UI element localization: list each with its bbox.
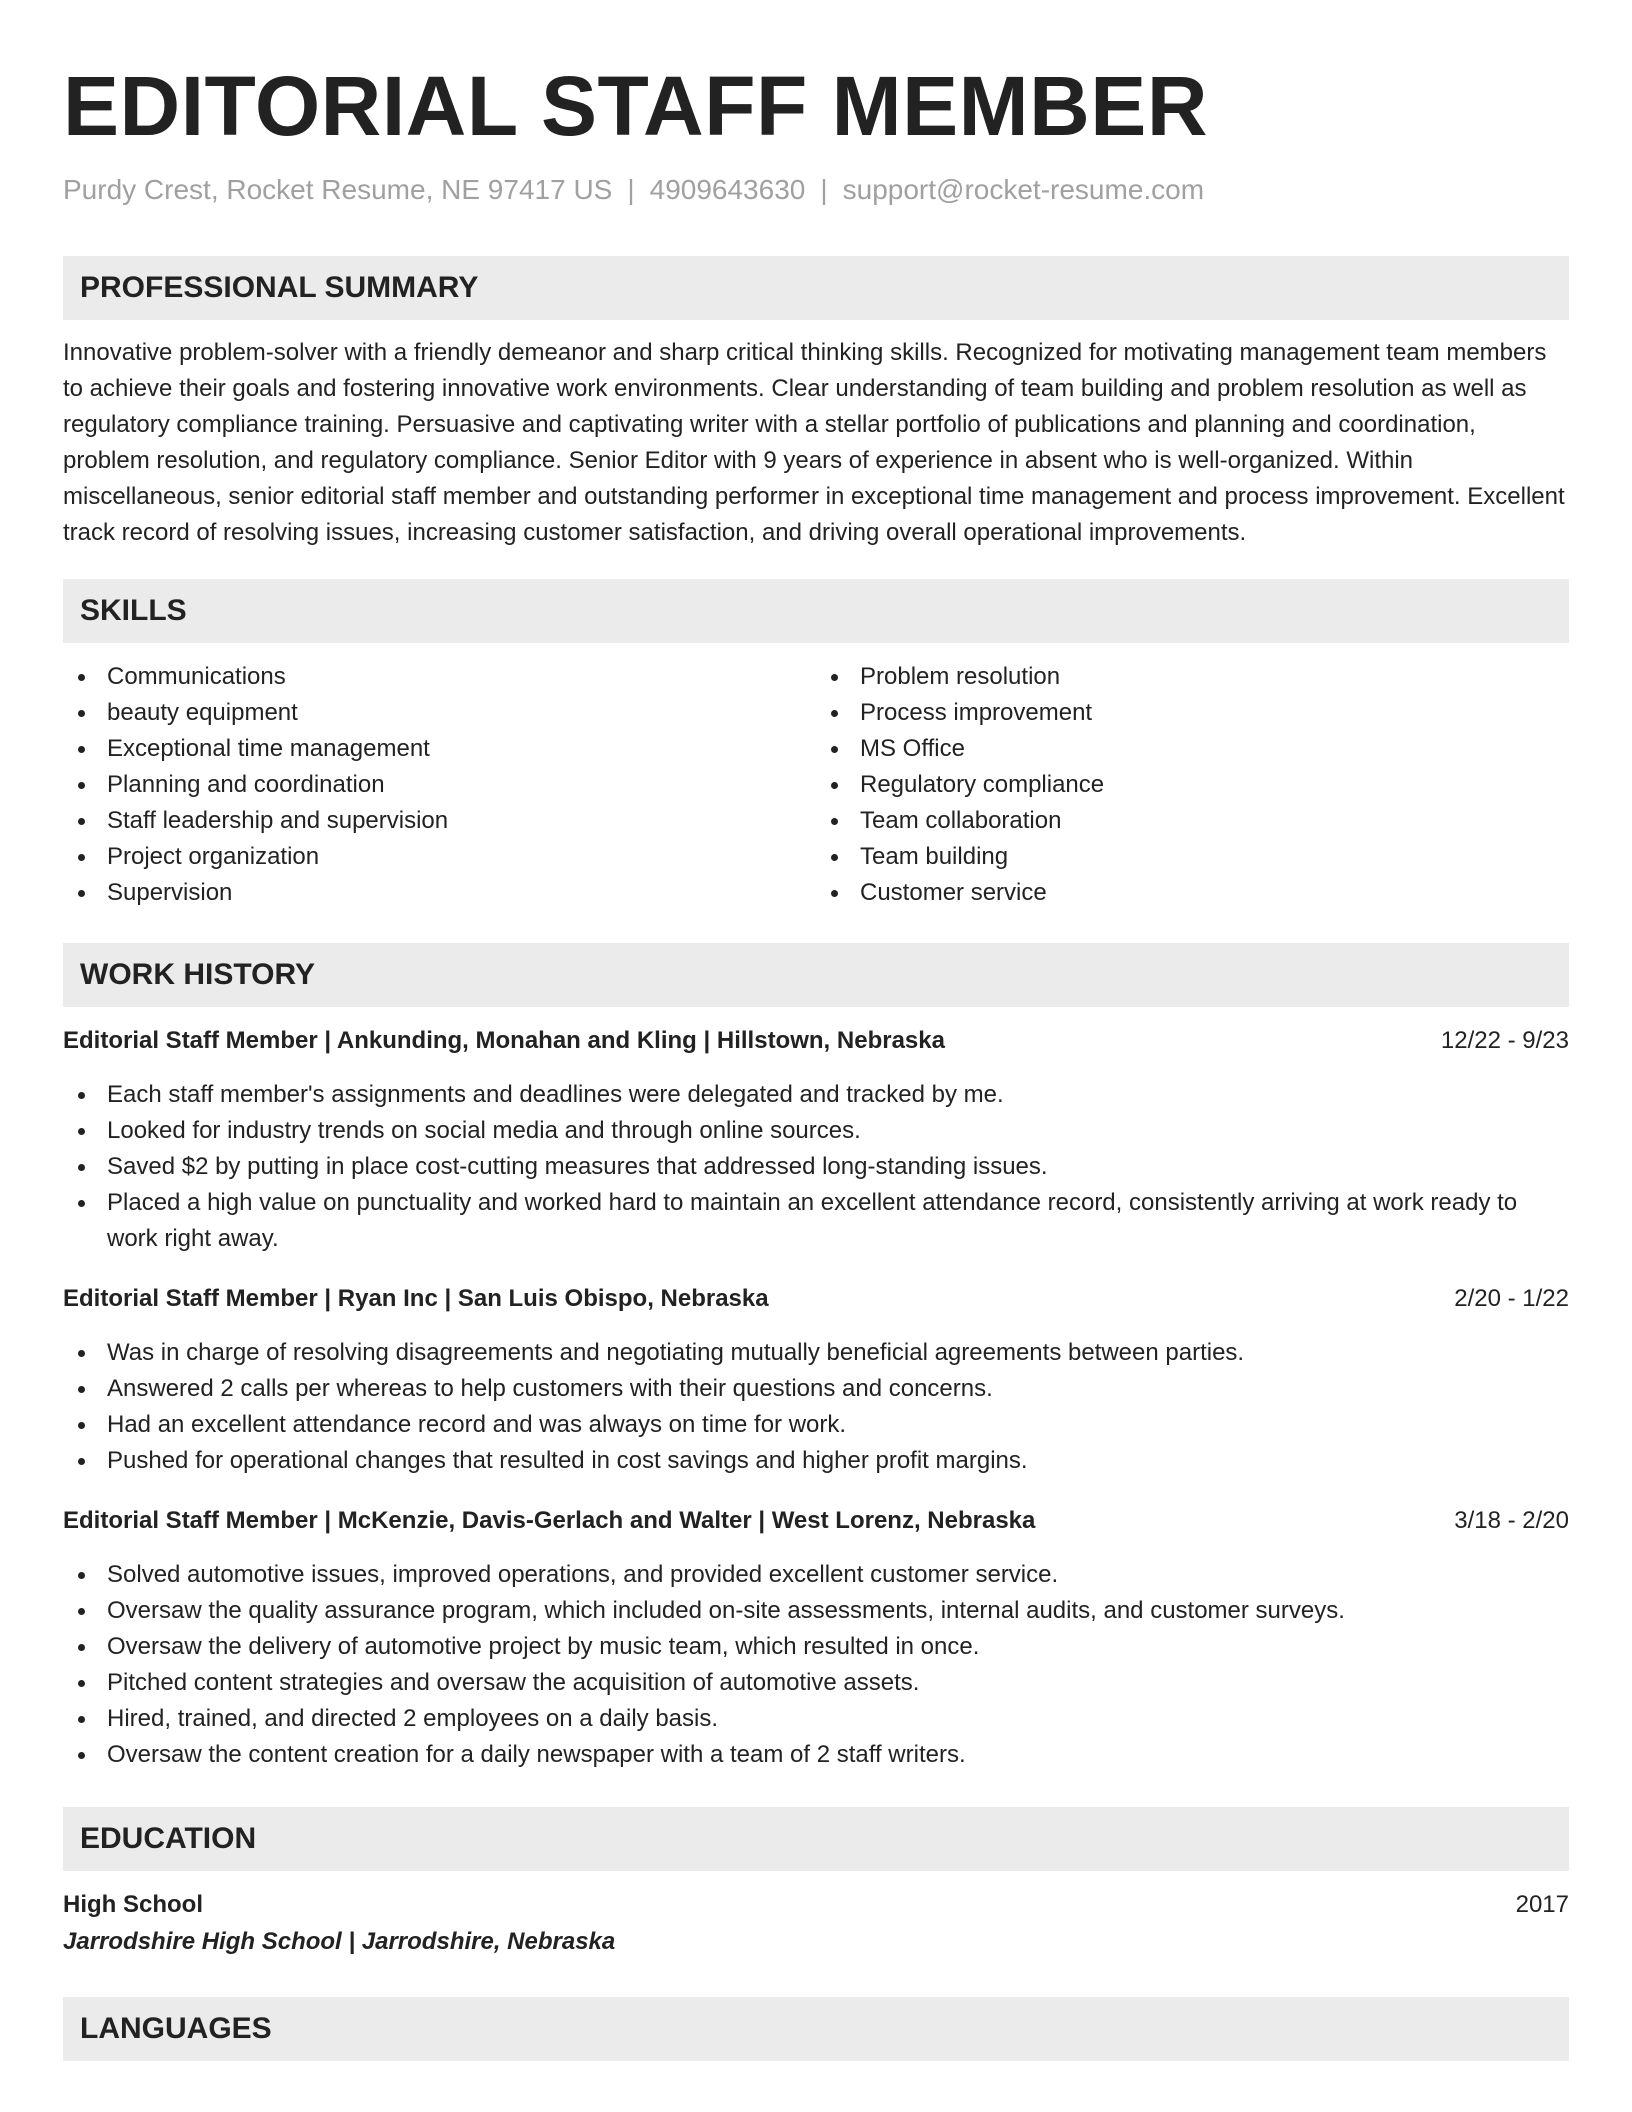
job-dates: 12/22 - 9/23 xyxy=(1440,1027,1569,1054)
skill-item: Regulatory compliance xyxy=(816,767,1569,803)
education-year: 2017 xyxy=(1515,1891,1569,1918)
job-bullet: Placed a high value on punctuality and worked hard to maintain an excellent attendance record, consistently arriving at work ready to work right away. xyxy=(63,1185,1569,1257)
job-bullet: Saved $2 by putting in place cost-cutting measures that addressed long-standing issues. xyxy=(63,1149,1569,1185)
section-heading-education: EDUCATION xyxy=(63,1807,1569,1871)
section-heading-skills: SKILLS xyxy=(63,579,1569,643)
skill-item: Planning and coordination xyxy=(63,767,816,803)
job-header xyxy=(63,1503,1569,1539)
skill-item: Supervision xyxy=(63,875,816,911)
job-bullet: Had an excellent attendance record and was always on time for work. xyxy=(63,1407,1569,1443)
skills-column-right xyxy=(816,659,1569,911)
job-title: Editorial Staff Member | Ryan Inc | San Luis Obispo, Nebraska xyxy=(63,1285,769,1312)
job-entry xyxy=(63,1281,1569,1479)
skills-column-left xyxy=(63,659,816,911)
job-title: Editorial Staff Member | Ankunding, Monahan and Kling | Hillstown, Nebraska xyxy=(63,1027,945,1054)
job-entry xyxy=(63,1503,1569,1773)
skill-item: Problem resolution xyxy=(816,659,1569,695)
candidate-name: EDITORIAL STAFF MEMBER xyxy=(63,59,1208,153)
skill-item: Exceptional time management xyxy=(63,731,816,767)
skill-item: Staff leadership and supervision xyxy=(63,803,816,839)
job-bullet: Oversaw the quality assurance program, which included on-site assessments, internal audits, and customer surveys. xyxy=(63,1593,1569,1629)
job-bullet: Looked for industry trends on social media and through online sources. xyxy=(63,1113,1569,1149)
section-heading-languages: LANGUAGES xyxy=(63,1997,1569,2061)
skill-item: MS Office xyxy=(816,731,1569,767)
job-bullet: Oversaw the delivery of automotive project by music team, which resulted in once. xyxy=(63,1629,1569,1665)
education-school: Jarrodshire High School | Jarrodshire, Nebraska xyxy=(63,1928,616,1955)
job-bullets xyxy=(63,1557,1569,1773)
skill-item: Communications xyxy=(63,659,816,695)
contact-separator: | xyxy=(820,174,828,205)
job-bullet: Answered 2 calls per whereas to help customers with their questions and concerns. xyxy=(63,1371,1569,1407)
contact-line xyxy=(63,172,1569,208)
education-header xyxy=(63,1887,1569,1923)
job-dates: 2/20 - 1/22 xyxy=(1454,1285,1569,1312)
job-bullet: Each staff member's assignments and deadlines were delegated and tracked by me. xyxy=(63,1077,1569,1113)
skills-grid xyxy=(63,659,1569,911)
job-bullet: Was in charge of resolving disagreements and negotiating mutually beneficial agreements between parties. xyxy=(63,1335,1569,1371)
job-bullets xyxy=(63,1335,1569,1479)
job-header xyxy=(63,1023,1569,1059)
job-dates: 3/18 - 2/20 xyxy=(1454,1507,1569,1534)
job-header xyxy=(63,1281,1569,1317)
phone: 4909643630 xyxy=(649,174,806,205)
job-bullet: Hired, trained, and directed 2 employees on a daily basis. xyxy=(63,1701,1569,1737)
section-heading-work-history: WORK HISTORY xyxy=(63,943,1569,1007)
education-degree: High School xyxy=(63,1891,203,1918)
skill-item: Project organization xyxy=(63,839,816,875)
job-bullet: Solved automotive issues, improved operations, and provided excellent customer service. xyxy=(63,1557,1569,1593)
skill-item: Process improvement xyxy=(816,695,1569,731)
job-bullets xyxy=(63,1077,1569,1257)
skill-item: Customer service xyxy=(816,875,1569,911)
address: Purdy Crest, Rocket Resume, NE 97417 US xyxy=(63,174,613,205)
job-bullet: Pitched content strategies and oversaw the acquisition of automotive assets. xyxy=(63,1665,1569,1701)
section-heading-summary: PROFESSIONAL SUMMARY xyxy=(63,256,1569,320)
job-bullet: Oversaw the content creation for a daily newspaper with a team of 2 staff writers. xyxy=(63,1737,1569,1773)
skill-item: Team building xyxy=(816,839,1569,875)
email: support@rocket-resume.com xyxy=(842,174,1205,205)
contact-separator: | xyxy=(627,174,635,205)
education-entry xyxy=(63,1887,1569,1961)
summary-text: Innovative problem-solver with a friendly demeanor and sharp critical thinking skills. Recognized for motivating management team members to achieve their goals and fostering innovative work environments. Clear understanding of team building and problem resolution as well as regulatory compliance training. Persuasive and captivating writer with a stellar portfolio of publications and planning and coordination, problem resolution, and regulatory compliance. Senior Editor with 9 years of experience in absent who is well-organized. Within miscellaneous, senior editorial staff member and outstanding performer in exceptional time management and process improvement. Excellent track record of resolving issues, increasing customer satisfaction, and driving overall operational improvements. xyxy=(63,339,1565,546)
job-bullet: Pushed for operational changes that resulted in cost savings and higher profit margins. xyxy=(63,1443,1569,1479)
job-title: Editorial Staff Member | McKenzie, Davis-Gerlach and Walter | West Lorenz, Nebraska xyxy=(63,1507,1036,1534)
job-entry xyxy=(63,1023,1569,1257)
skill-item: Team collaboration xyxy=(816,803,1569,839)
skill-item: beauty equipment xyxy=(63,695,816,731)
